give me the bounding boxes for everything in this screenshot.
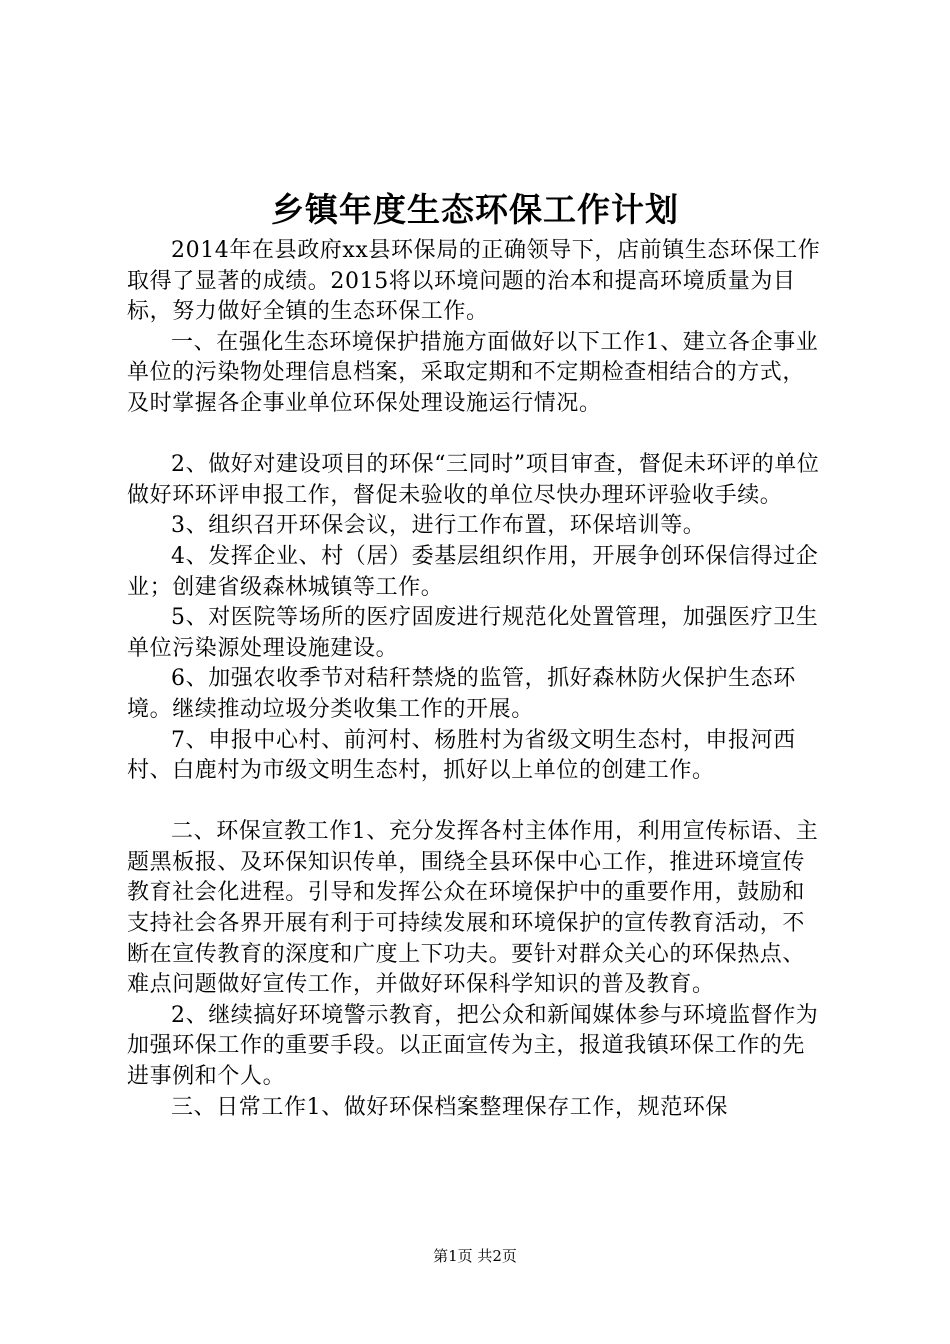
document-title: 乡镇年度生态环保工作计划 — [271, 190, 679, 229]
document-body — [127, 236, 827, 1123]
paragraph-item-2: 2、做好对建设项目的环保“三同时”项目审查，督促未环评的单位做好环环评申报工作，督促未验收的单位尽快办理环评验收手续。 — [127, 452, 820, 508]
page-footer: 第1页 共2页 — [433, 1247, 517, 1265]
paragraph-item-6: 6、加强农收季节对秸秆禁烧的监管，抓好森林防火保护生态环境。继续推动垃圾分类收集工作的开展。 — [127, 666, 796, 722]
paragraph-section-1: 一、在强化生态环境保护措施方面做好以下工作1、建立各企事业单位的污染物处理信息档案，采取定期和不定期检查相结合的方式，及时掌握各企事业单位环保处理设施运行情况。 — [127, 329, 819, 416]
paragraph-section-3: 三、日常工作1、做好环保档案整理保存工作，规范环保 — [171, 1094, 728, 1120]
paragraph-section-2: 二、环保宣教工作1、充分发挥各村主体作用，利用宣传标语、主题黑板报、及环保知识传单，围绕全县环保中心工作，推进环境宣传教育社会化进程。引导和发挥公众在环境保护中的重要作用，鼓励和支持社会各界开展有利于可持续发展和环境保护的宣传教育活动，不断在宣传教育的深度和广度上下功夫。要针对群众关心的环保热点、难点问题做好宣传工作，并做好环保科学知识的普及教育。 — [127, 819, 819, 998]
paragraph-section-2-item-2: 2、继续搞好环境警示教育，把公众和新闻媒体参与环境监督作为加强环保工作的重要手段。以正面宣传为主，报道我镇环保工作的先进事例和个人。 — [127, 1002, 819, 1090]
paragraph-item-7: 7、申报中心村、前河村、杨胜村为省级文明生态村，申报河西村、白鹿村为市级文明生态村，抓好以上单位的创建工作。 — [127, 727, 796, 784]
paragraph-item-5: 5、对医院等场所的医疗固废进行规范化处置管理，加强医疗卫生单位污染源处理设施建设。 — [127, 605, 819, 661]
paragraph-item-4: 4、发挥企业、村（居）委基层组织作用，开展争创环保信得过企业；创建省级森林城镇等工作。 — [127, 543, 819, 600]
paragraph-item-3: 3、组织召开环保会议，进行工作布置，环保培训等。 — [171, 513, 706, 539]
paragraph-intro: 2014年在县政府xx县环保局的正确领导下，店前镇生态环保工作取得了显著的成绩。2015将以环境问题的治本和提高环境质量为目标，努力做好全镇的生态环保工作。 — [127, 238, 821, 325]
